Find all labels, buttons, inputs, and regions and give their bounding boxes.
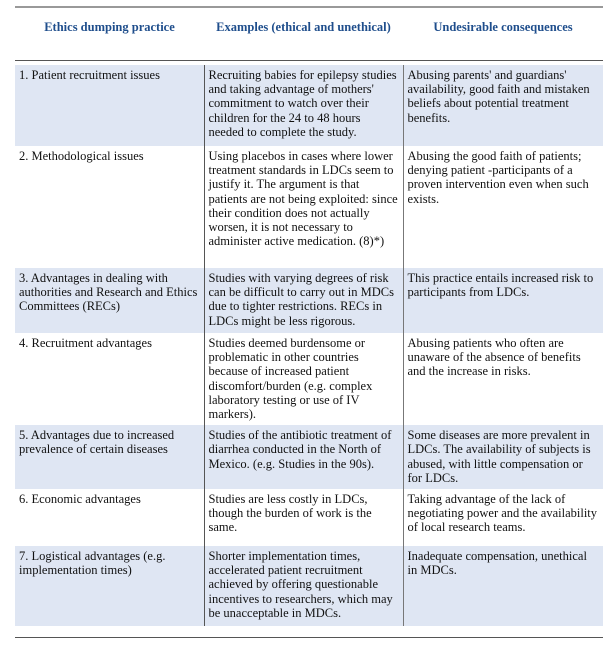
consequence-cell: Inadequate compensation, unethical in MDCs.: [403, 546, 603, 626]
table-row: [15, 65, 603, 146]
example-cell: Using placebos in cases where lower treatment standards in LDCs seem to justify it. The argument is that patients are not being exploited: since their condition does not actually worsen, it is not necessary to administer active medication. (8)*): [204, 146, 403, 268]
practice-cell: 5. Advantages due to increased prevalence of certain diseases: [15, 425, 204, 489]
table-row: [15, 333, 603, 425]
consequence-cell: This practice entails increased risk to participants from LDCs.: [403, 268, 603, 333]
table-row: [15, 146, 603, 268]
example-cell: Recruiting babies for epilepsy studies and taking advantage of mothers' commitment to watch over their children for the 24 to 48 hours needed to complete the study.: [204, 65, 403, 146]
practice-cell: 7. Logistical advantages (e.g. implementation times): [15, 546, 204, 626]
table-row: [15, 425, 603, 489]
table-row: [15, 489, 603, 546]
consequence-cell: Abusing the good faith of patients; denying patient -participants of a proven intervention even when such exists.: [403, 146, 603, 268]
example-cell: Studies deemed burdensome or problematic in other countries because of increased patient discomfort/burden (e.g. complex laboratory testing or use of IV markers).: [204, 333, 403, 425]
practice-cell: 3. Advantages in dealing with authorities and Research and Ethics Committees (RECs): [15, 268, 204, 333]
practice-cell: 4. Recruitment advantages: [19, 336, 152, 350]
header-consequences: Undesirable consequences: [433, 20, 573, 34]
example-cell: Studies of the antibiotic treatment of diarrhea conducted in the North of Mexico. (e.g. Studies in the 90s).: [204, 425, 403, 489]
top-rule: [15, 6, 603, 8]
table-header: [15, 20, 603, 35]
example-cell: Studies with varying degrees of risk can be difficult to carry out in MDCs due to tighter restrictions. RECs in LDCs might be less rigorous.: [204, 268, 403, 333]
practice-cell: 6. Economic advantages: [19, 492, 141, 507]
example-cell: Studies are less costly in LDCs, though the burden of work is the same.: [204, 489, 403, 546]
consequence-cell: Abusing parents' and guardians' availability, good faith and mistaken beliefs about potential treatment benefits.: [403, 65, 603, 146]
practice-cell: 1. Patient recruitment issues: [15, 65, 204, 146]
ethics-dumping-table: [15, 65, 603, 626]
header-examples: Examples (ethical and unethical): [216, 20, 391, 34]
consequence-cell: Abusing patients who often are unaware of the absence of benefits and the increase in risks.: [403, 333, 603, 425]
table-row: [15, 268, 603, 333]
bottom-rule: [15, 637, 603, 638]
practice-cell: 2. Methodological issues: [19, 149, 144, 163]
example-cell: Shorter implementation times, accelerated patient recruitment achieved by offering questionable incentives to researchers, which may be unacceptable in MDCs.: [204, 546, 403, 626]
consequence-cell: Some diseases are more prevalent in LDCs. The availability of subjects is abused, with little compensation or for LDCs.: [403, 425, 603, 489]
header-rule: [15, 60, 603, 61]
table-row: [15, 546, 603, 626]
consequence-cell: Taking advantage of the lack of negotiating power and the availability of local research teams.: [403, 489, 603, 546]
header-practice: Ethics dumping practice: [44, 20, 175, 34]
